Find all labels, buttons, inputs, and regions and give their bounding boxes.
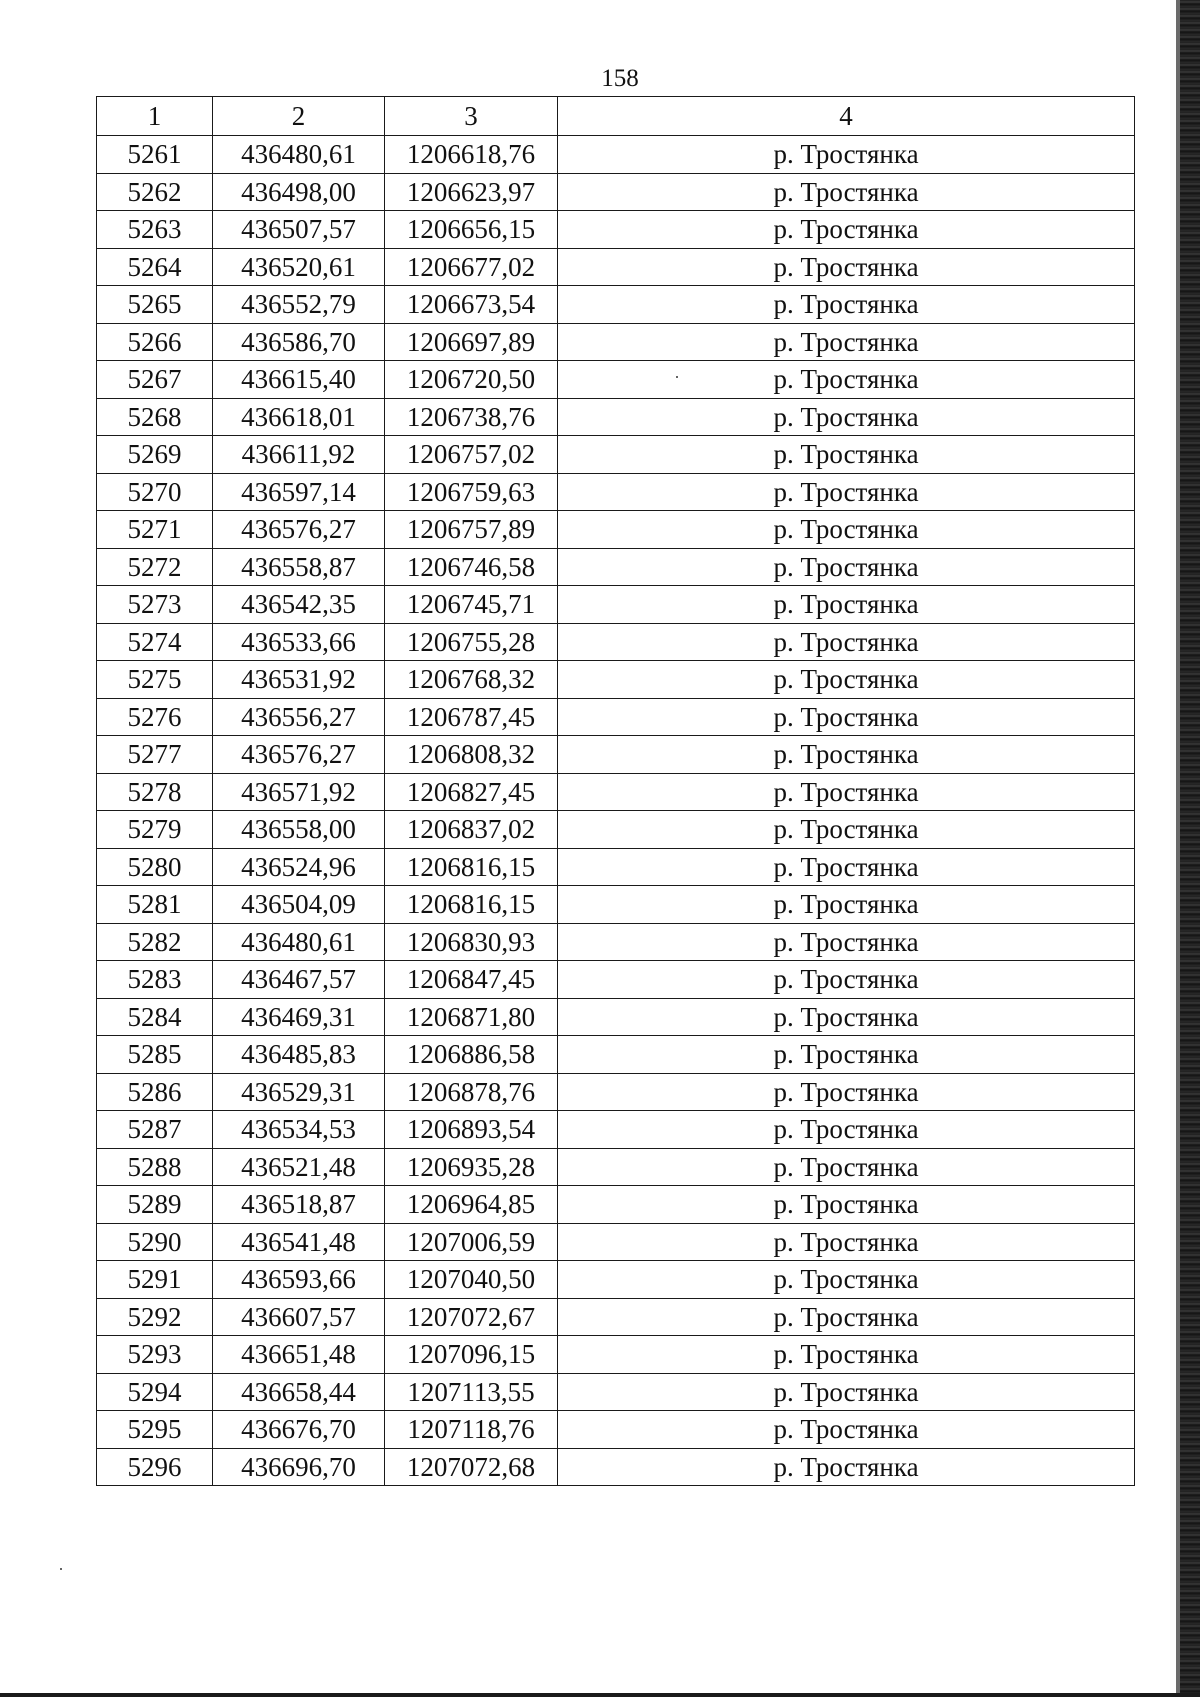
table-row [97, 886, 1135, 924]
x-coordinate-cell: 436651,48 [213, 1336, 385, 1374]
page-number: 158 [601, 65, 639, 92]
y-coordinate-cell: 1206677,02 [385, 248, 558, 286]
x-coordinate-cell: 436467,57 [213, 961, 385, 999]
x-coordinate-cell: 436469,31 [213, 998, 385, 1036]
point-number-cell: 5292 [97, 1298, 213, 1336]
header-cell-description: 4 [558, 97, 1135, 136]
point-number-cell: 5290 [97, 1223, 213, 1261]
y-coordinate-cell: 1207118,76 [385, 1411, 558, 1449]
point-number-cell: 5278 [97, 773, 213, 811]
y-coordinate-cell: 1206878,76 [385, 1073, 558, 1111]
point-number-cell: 5285 [97, 1036, 213, 1074]
table-row [97, 1111, 1135, 1149]
table-row [97, 698, 1135, 736]
y-coordinate-cell: 1207006,59 [385, 1223, 558, 1261]
y-coordinate-cell: 1206759,63 [385, 473, 558, 511]
table-row [97, 211, 1135, 249]
table-row [97, 323, 1135, 361]
x-coordinate-cell: 436611,92 [213, 436, 385, 474]
y-coordinate-cell: 1206847,45 [385, 961, 558, 999]
table-row [97, 473, 1135, 511]
header-cell-point-number: 1 [97, 97, 213, 136]
table-row [97, 173, 1135, 211]
point-number-cell: 5271 [97, 511, 213, 549]
point-number-cell: 5284 [97, 998, 213, 1036]
table-row [97, 398, 1135, 436]
x-coordinate-cell: 436571,92 [213, 773, 385, 811]
x-coordinate-cell: 436542,35 [213, 586, 385, 624]
y-coordinate-cell: 1206827,45 [385, 773, 558, 811]
table-row [97, 548, 1135, 586]
description-cell: р. Тростянка [558, 248, 1135, 286]
y-coordinate-cell: 1206830,93 [385, 923, 558, 961]
y-coordinate-cell: 1206720,50 [385, 361, 558, 399]
description-cell: р. Тростянка [558, 1148, 1135, 1186]
description-cell: р. Тростянка [558, 511, 1135, 549]
y-coordinate-cell: 1206656,15 [385, 211, 558, 249]
x-coordinate-cell: 436507,57 [213, 211, 385, 249]
description-cell: р. Тростянка [558, 1261, 1135, 1299]
table-row [97, 1336, 1135, 1374]
coordinates-table [96, 96, 1135, 1486]
point-number-cell: 5288 [97, 1148, 213, 1186]
point-number-cell: 5276 [97, 698, 213, 736]
description-cell: р. Тростянка [558, 773, 1135, 811]
table-row [97, 1186, 1135, 1224]
x-coordinate-cell: 436576,27 [213, 511, 385, 549]
x-coordinate-cell: 436597,14 [213, 473, 385, 511]
point-number-cell: 5282 [97, 923, 213, 961]
x-coordinate-cell: 436498,00 [213, 173, 385, 211]
table-row [97, 961, 1135, 999]
y-coordinate-cell: 1206964,85 [385, 1186, 558, 1224]
y-coordinate-cell: 1206738,76 [385, 398, 558, 436]
x-coordinate-cell: 436480,61 [213, 136, 385, 174]
point-number-cell: 5283 [97, 961, 213, 999]
description-cell: р. Тростянка [558, 998, 1135, 1036]
description-cell: р. Тростянка [558, 661, 1135, 699]
description-cell: р. Тростянка [558, 1373, 1135, 1411]
x-coordinate-cell: 436618,01 [213, 398, 385, 436]
description-cell: р. Тростянка [558, 1223, 1135, 1261]
table-row [97, 623, 1135, 661]
point-number-cell: 5291 [97, 1261, 213, 1299]
y-coordinate-cell: 1206871,80 [385, 998, 558, 1036]
table-row [97, 1411, 1135, 1449]
point-number-cell: 5273 [97, 586, 213, 624]
table-row [97, 773, 1135, 811]
y-coordinate-cell: 1206816,15 [385, 848, 558, 886]
description-cell: р. Тростянка [558, 961, 1135, 999]
y-coordinate-cell: 1207040,50 [385, 1261, 558, 1299]
scan-edge-right [1180, 0, 1200, 1697]
y-coordinate-cell: 1206893,54 [385, 1111, 558, 1149]
y-coordinate-cell: 1206745,71 [385, 586, 558, 624]
header-cell-x-coordinate: 2 [213, 97, 385, 136]
table-row [97, 586, 1135, 624]
point-number-cell: 5277 [97, 736, 213, 774]
description-cell: р. Тростянка [558, 1036, 1135, 1074]
point-number-cell: 5262 [97, 173, 213, 211]
table-row [97, 1373, 1135, 1411]
description-cell: р. Тростянка [558, 173, 1135, 211]
description-cell: р. Тростянка [558, 1448, 1135, 1486]
point-number-cell: 5261 [97, 136, 213, 174]
y-coordinate-cell: 1206757,02 [385, 436, 558, 474]
table-row [97, 998, 1135, 1036]
x-coordinate-cell: 436576,27 [213, 736, 385, 774]
x-coordinate-cell: 436504,09 [213, 886, 385, 924]
scan-speck [60, 1568, 62, 1570]
table-row [97, 1261, 1135, 1299]
x-coordinate-cell: 436520,61 [213, 248, 385, 286]
table-row [97, 248, 1135, 286]
description-cell: р. Тростянка [558, 548, 1135, 586]
x-coordinate-cell: 436541,48 [213, 1223, 385, 1261]
point-number-cell: 5269 [97, 436, 213, 474]
table-row [97, 923, 1135, 961]
point-number-cell: 5263 [97, 211, 213, 249]
table-body [97, 136, 1135, 1486]
table-row [97, 1036, 1135, 1074]
description-cell: р. Тростянка [558, 1186, 1135, 1224]
table-row [97, 811, 1135, 849]
y-coordinate-cell: 1206623,97 [385, 173, 558, 211]
x-coordinate-cell: 436533,66 [213, 623, 385, 661]
description-cell: р. Тростянка [558, 323, 1135, 361]
table-row [97, 511, 1135, 549]
description-cell: р. Тростянка [558, 886, 1135, 924]
x-coordinate-cell: 436593,66 [213, 1261, 385, 1299]
point-number-cell: 5280 [97, 848, 213, 886]
description-cell: р. Тростянка [558, 848, 1135, 886]
scan-edge-bottom [0, 1693, 1200, 1697]
y-coordinate-cell: 1206935,28 [385, 1148, 558, 1186]
description-cell: р. Тростянка [558, 286, 1135, 324]
point-number-cell: 5294 [97, 1373, 213, 1411]
description-cell: р. Тростянка [558, 623, 1135, 661]
table-row [97, 736, 1135, 774]
x-coordinate-cell: 436521,48 [213, 1148, 385, 1186]
x-coordinate-cell: 436558,87 [213, 548, 385, 586]
x-coordinate-cell: 436658,44 [213, 1373, 385, 1411]
x-coordinate-cell: 436556,27 [213, 698, 385, 736]
description-cell: р. Тростянка [558, 1336, 1135, 1374]
x-coordinate-cell: 436586,70 [213, 323, 385, 361]
y-coordinate-cell: 1206816,15 [385, 886, 558, 924]
table-row [97, 1073, 1135, 1111]
y-coordinate-cell: 1206787,45 [385, 698, 558, 736]
point-number-cell: 5296 [97, 1448, 213, 1486]
y-coordinate-cell: 1206837,02 [385, 811, 558, 849]
point-number-cell: 5289 [97, 1186, 213, 1224]
point-number-cell: 5264 [97, 248, 213, 286]
description-cell: р. Тростянка [558, 361, 1135, 399]
table-row [97, 136, 1135, 174]
table-row [97, 1448, 1135, 1486]
point-number-cell: 5272 [97, 548, 213, 586]
y-coordinate-cell: 1206755,28 [385, 623, 558, 661]
description-cell: р. Тростянка [558, 736, 1135, 774]
description-cell: р. Тростянка [558, 1073, 1135, 1111]
table-row [97, 286, 1135, 324]
x-coordinate-cell: 436534,53 [213, 1111, 385, 1149]
x-coordinate-cell: 436524,96 [213, 848, 385, 886]
point-number-cell: 5275 [97, 661, 213, 699]
y-coordinate-cell: 1206697,89 [385, 323, 558, 361]
y-coordinate-cell: 1206673,54 [385, 286, 558, 324]
description-cell: р. Тростянка [558, 923, 1135, 961]
header-row [97, 97, 1135, 136]
table-row [97, 361, 1135, 399]
y-coordinate-cell: 1206746,58 [385, 548, 558, 586]
description-cell: р. Тростянка [558, 811, 1135, 849]
point-number-cell: 5270 [97, 473, 213, 511]
x-coordinate-cell: 436518,87 [213, 1186, 385, 1224]
point-number-cell: 5268 [97, 398, 213, 436]
y-coordinate-cell: 1206886,58 [385, 1036, 558, 1074]
x-coordinate-cell: 436480,61 [213, 923, 385, 961]
x-coordinate-cell: 436607,57 [213, 1298, 385, 1336]
x-coordinate-cell: 436696,70 [213, 1448, 385, 1486]
point-number-cell: 5279 [97, 811, 213, 849]
y-coordinate-cell: 1207096,15 [385, 1336, 558, 1374]
y-coordinate-cell: 1206808,32 [385, 736, 558, 774]
y-coordinate-cell: 1207072,68 [385, 1448, 558, 1486]
y-coordinate-cell: 1206618,76 [385, 136, 558, 174]
x-coordinate-cell: 436531,92 [213, 661, 385, 699]
description-cell: р. Тростянка [558, 586, 1135, 624]
point-number-cell: 5286 [97, 1073, 213, 1111]
y-coordinate-cell: 1206768,32 [385, 661, 558, 699]
description-cell: р. Тростянка [558, 1111, 1135, 1149]
point-number-cell: 5281 [97, 886, 213, 924]
x-coordinate-cell: 436615,40 [213, 361, 385, 399]
description-cell: р. Тростянка [558, 698, 1135, 736]
x-coordinate-cell: 436676,70 [213, 1411, 385, 1449]
y-coordinate-cell: 1207113,55 [385, 1373, 558, 1411]
table-row [97, 1298, 1135, 1336]
point-number-cell: 5293 [97, 1336, 213, 1374]
x-coordinate-cell: 436485,83 [213, 1036, 385, 1074]
header-cell-y-coordinate: 3 [385, 97, 558, 136]
description-cell: р. Тростянка [558, 211, 1135, 249]
description-cell: р. Тростянка [558, 136, 1135, 174]
description-cell: р. Тростянка [558, 436, 1135, 474]
point-number-cell: 5267 [97, 361, 213, 399]
point-number-cell: 5287 [97, 1111, 213, 1149]
description-cell: р. Тростянка [558, 473, 1135, 511]
point-number-cell: 5274 [97, 623, 213, 661]
description-cell: р. Тростянка [558, 1298, 1135, 1336]
description-cell: р. Тростянка [558, 1411, 1135, 1449]
table-row [97, 848, 1135, 886]
x-coordinate-cell: 436529,31 [213, 1073, 385, 1111]
point-number-cell: 5266 [97, 323, 213, 361]
table-row [97, 436, 1135, 474]
description-cell: р. Тростянка [558, 398, 1135, 436]
table-header [97, 97, 1135, 136]
y-coordinate-cell: 1206757,89 [385, 511, 558, 549]
x-coordinate-cell: 436552,79 [213, 286, 385, 324]
point-number-cell: 5265 [97, 286, 213, 324]
table-row [97, 1148, 1135, 1186]
y-coordinate-cell: 1207072,67 [385, 1298, 558, 1336]
table-row [97, 661, 1135, 699]
point-number-cell: 5295 [97, 1411, 213, 1449]
x-coordinate-cell: 436558,00 [213, 811, 385, 849]
table-row [97, 1223, 1135, 1261]
